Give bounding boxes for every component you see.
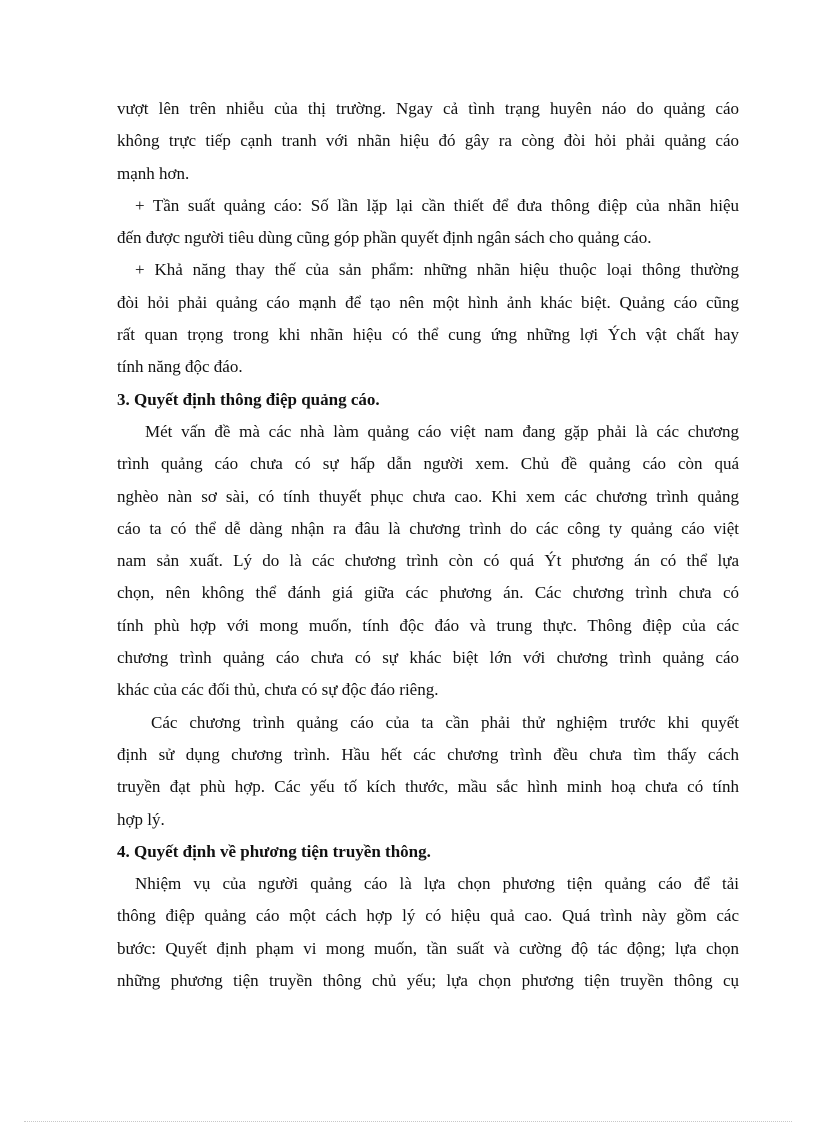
text-line: rất quan trọng trong khi nhãn hiệu có thể cung ứng những lợi Ých vật chất hay: [117, 325, 739, 345]
text-line: đòi hỏi phải quảng cáo mạnh để tạo nên một hình ảnh khác biệt. Quảng cáo cũng: [117, 292, 739, 312]
text-line: bước: Quyết định phạm vi mong muốn, tần suất và cường độ tác động; lựa chọn: [117, 938, 739, 958]
page-bottom-divider: [24, 1121, 792, 1122]
text-line: nghèo nàn sơ sài, có tính thuyết phục chưa cao. Khi xem các chương trình quảng: [117, 486, 739, 506]
text-line: Nhiệm vụ của người quảng cáo là lựa chọn phương tiện quảng cáo để tải: [135, 874, 739, 894]
body-text: [117, 93, 739, 997]
text-line: tính năng độc đáo.: [117, 357, 243, 377]
text-line: Mét vấn đề mà các nhà làm quảng cáo việt nam đang gặp phải là các chương: [145, 421, 739, 441]
text-line: đến được người tiêu dùng cũng góp phần quyết định ngân sách cho quảng cáo.: [117, 228, 652, 248]
section-heading: 4. Quyết định về phương tiện truyền thông.: [117, 841, 431, 861]
text-line: những phương tiện truyền thông chủ yếu; lựa chọn phương tiện truyền thông cụ: [117, 971, 739, 991]
text-line: tính phù hợp với mong muốn, tính độc đáo và trung thực. Thông điệp của các: [117, 615, 739, 635]
text-line: nam sản xuất. Lý do là các chương trình còn có quá Ýt phương án có thể lựa: [117, 551, 739, 571]
text-line: định sử dụng chương trình. Hầu hết các chương trình đều chưa tìm thấy cách: [117, 744, 739, 764]
text-line: mạnh hơn.: [117, 163, 190, 183]
text-line: vượt lên trên nhiễu của thị trường. Ngay cả tình trạng huyên náo do quảng cáo: [117, 99, 739, 118]
text-line: khác của các đối thủ, chưa có sự độc đáo riêng.: [117, 680, 439, 700]
text-line: hợp lý.: [117, 809, 165, 829]
text-line: chương trình quảng cáo chưa có sự khác biệt lớn với chương trình quảng cáo: [117, 648, 739, 668]
text-line: Các chương trình quảng cáo của ta cần phải thử nghiệm trước khi quyết: [151, 712, 739, 732]
text-line: chọn, nên không thể đánh giá giữa các phương án. Các chương trình chưa có: [117, 583, 739, 603]
text-line: thông điệp quảng cáo một cách hợp lý có hiệu quả cao. Quá trình này gồm các: [117, 906, 739, 926]
text-line: cáo ta có thể dễ dàng nhận ra đâu là chương trình do các công ty quảng cáo việt: [117, 518, 739, 538]
text-line: truyền đạt phù hợp. Các yếu tố kích thước, mầu sắc hình minh hoạ chưa có tính: [117, 777, 739, 797]
text-line: + Khả năng thay thế của sản phẩm: những nhãn hiệu thuộc loại thông thường: [135, 260, 739, 280]
text-line: + Tần suất quảng cáo: Số lần lặp lại cần thiết để đưa thông điệp của nhãn hiệu: [135, 195, 739, 215]
section-heading: 3. Quyết định thông điệp quảng cáo.: [117, 389, 380, 409]
text-line: không trực tiếp cạnh tranh với nhãn hiệu đó gây ra còng đòi hỏi phải quảng cáo: [117, 131, 739, 151]
text-line: trình quảng cáo chưa có sự hấp dẫn người xem. Chủ đề quảng cáo còn quá: [117, 454, 739, 474]
